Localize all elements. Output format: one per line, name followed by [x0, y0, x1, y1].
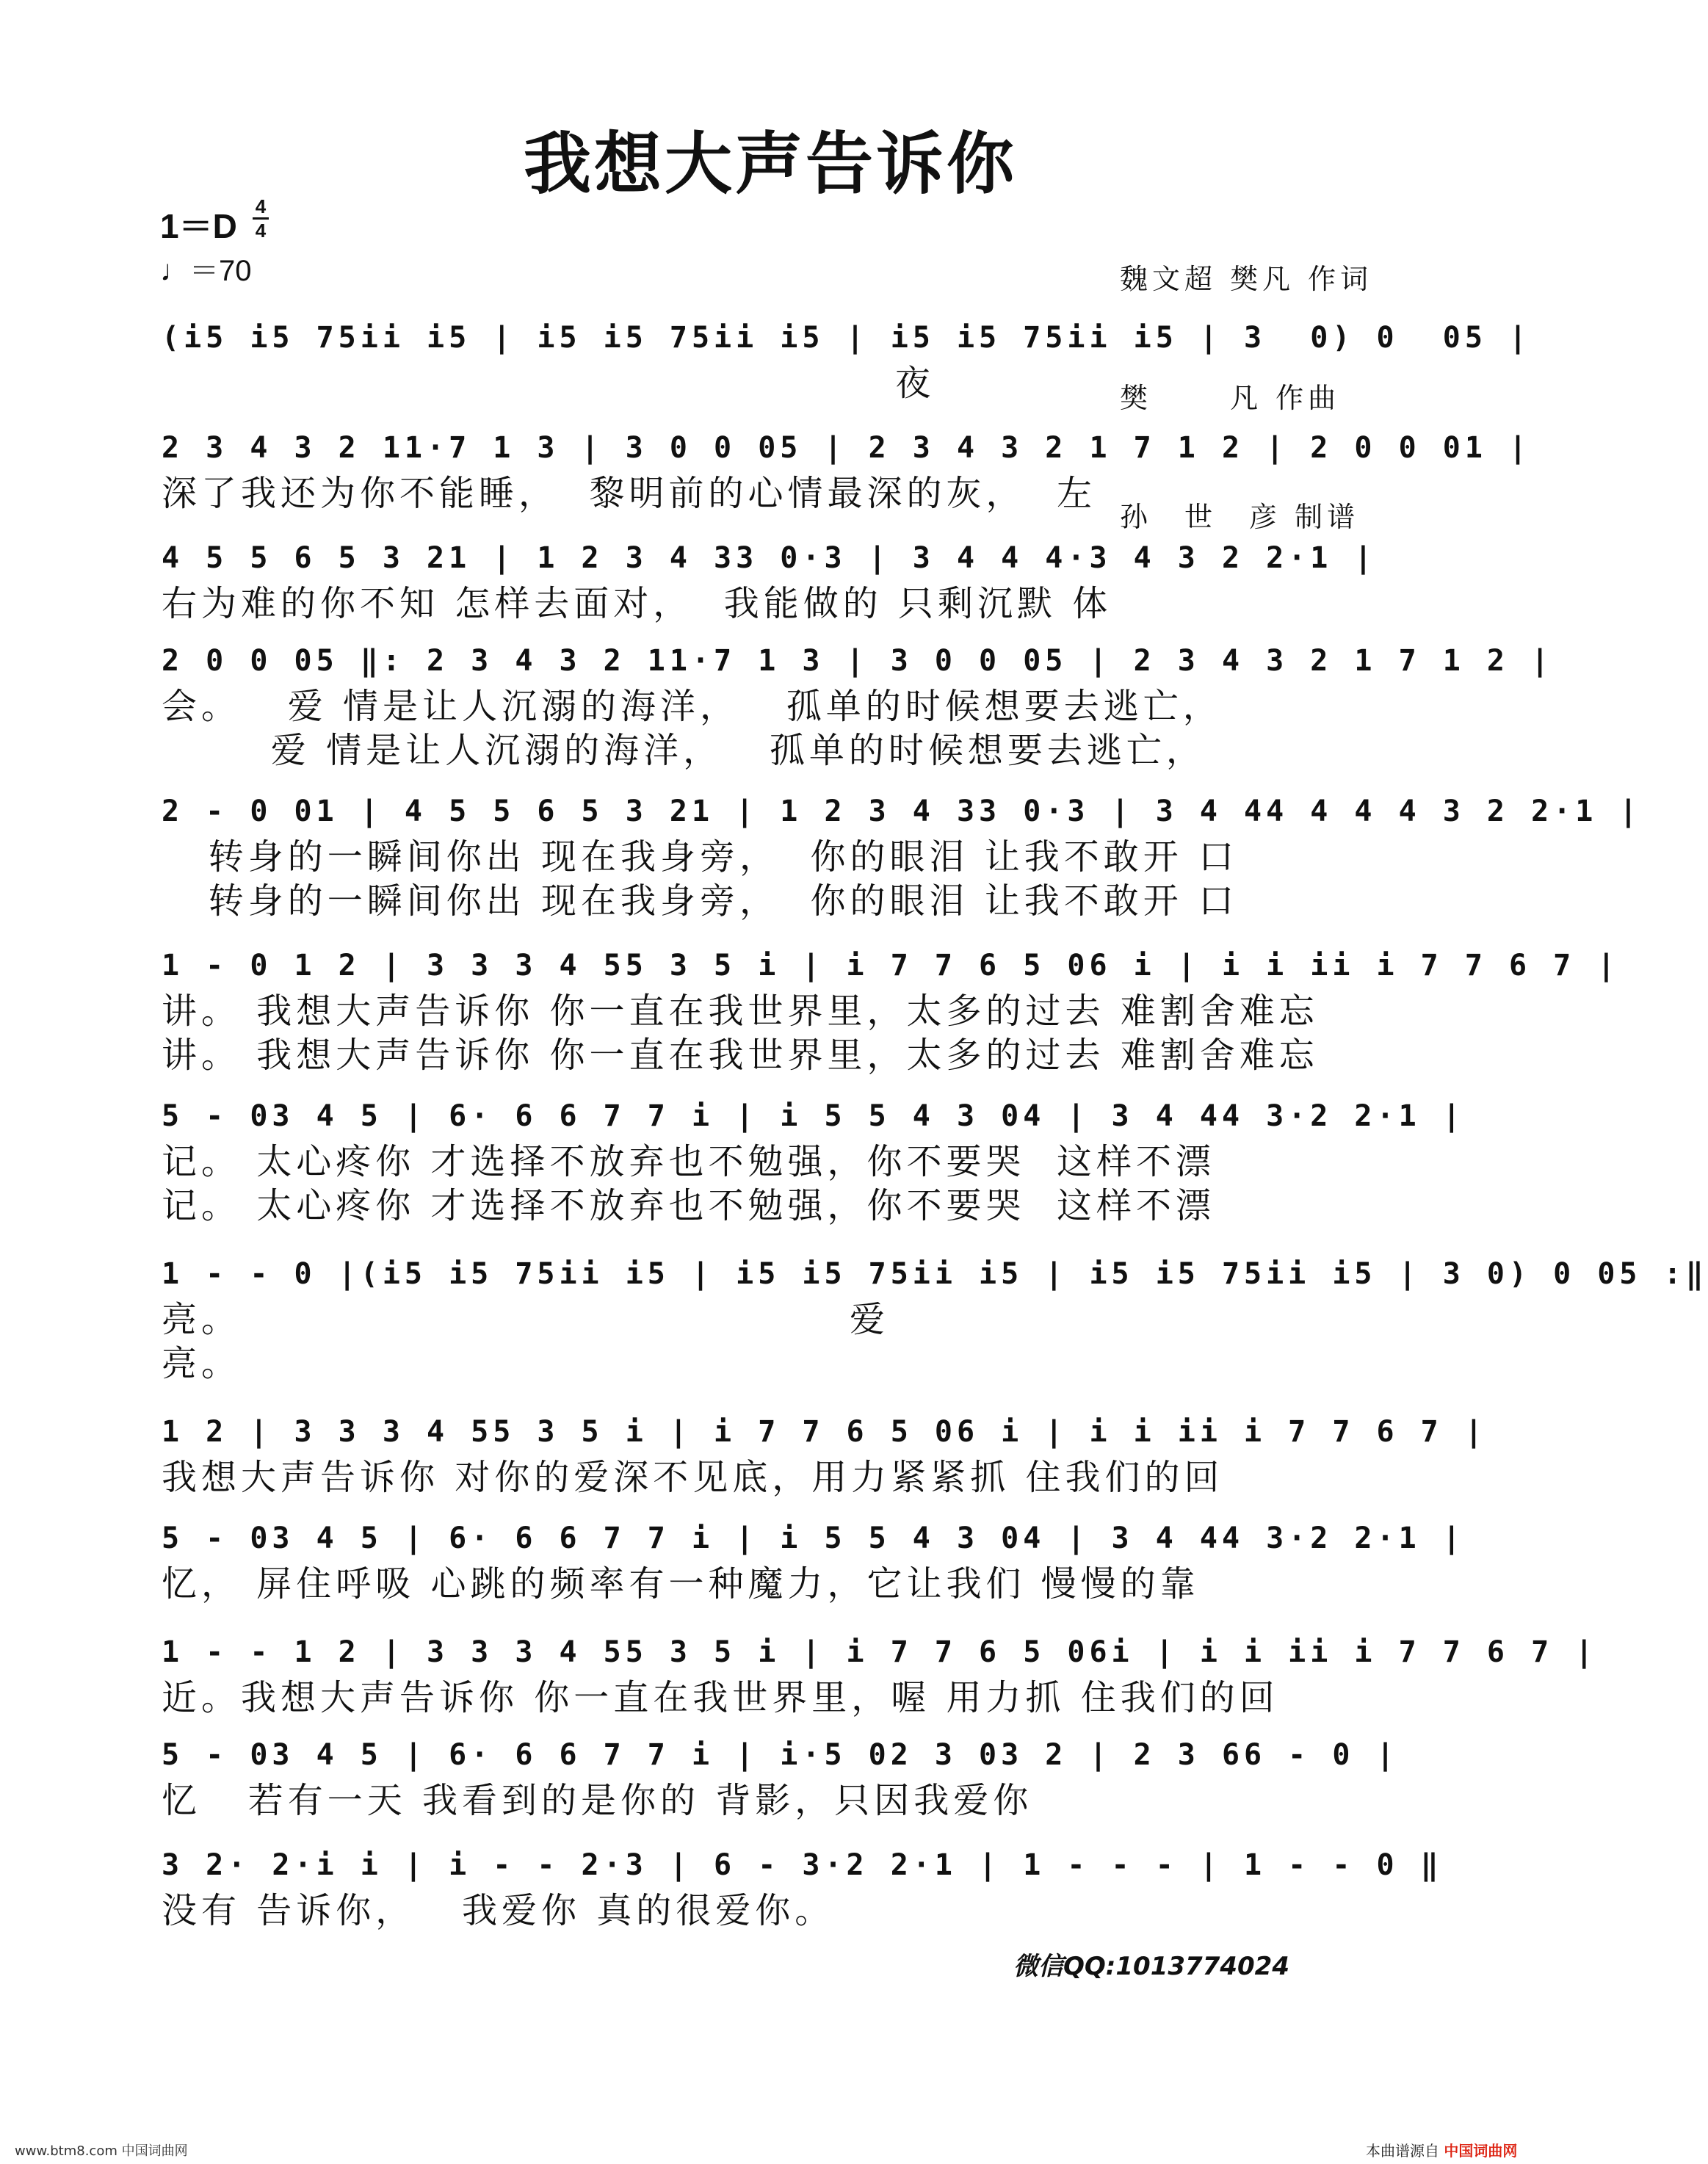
footer-source-left: www.btm8.com 中国词曲网 [15, 2143, 188, 2159]
lyric-line: 夜 [162, 363, 936, 404]
notes-line: 2 0 0 05 ‖: 2 3 4 3 2 11·7 1 3 | 3 0 0 05 | 2 3 4 3 2 1 7 1 2 | [162, 644, 1554, 678]
lyric-line: 转身的一瞬间你出 现在我身旁， 你的眼泪 让我不敢开 口 [162, 880, 1239, 922]
footer-prefix: 本曲谱源自 [1366, 2142, 1439, 2160]
lyric-line: 忆 若有一天 我看到的是你的 背影，只因我爱你 [162, 1780, 1033, 1821]
notes-line: 5 - 03 4 5 | 6· 6 6 7 7 i | i 5 5 4 3 04 | 3 4 44 3·2 2·1 | [162, 1099, 1465, 1133]
contact-info: 微信QQ:1013774024 [1013, 1952, 1289, 1981]
lyric-line: 没有 告诉你， 我爱你 真的很爱你。 [162, 1890, 835, 1931]
notes-line: 1 - 0 1 2 | 3 3 3 4 55 3 5 i | i 7 7 6 5 06 i | i i ii i 7 7 6 7 | [162, 949, 1620, 983]
time-top: 4 [255, 195, 267, 217]
song-title: 我想大声告诉你 [523, 125, 1017, 203]
time-bottom: 4 [255, 220, 267, 242]
lyric-line: 近。我想大声告诉你 你一直在我世界里，喔 用力抓 住我们的回 [162, 1677, 1279, 1718]
lyric-line: 转身的一瞬间你出 现在我身旁， 你的眼泪 让我不敢开 口 [162, 836, 1239, 877]
composer-credit: 樊 凡 作曲 [1120, 382, 1341, 414]
lyric-line: 会。 爱 情是让人沉溺的海洋， 孤单的时候想要去逃亡， [162, 686, 1223, 727]
notes-line: 2 3 4 3 2 11·7 1 3 | 3 0 0 05 | 2 3 4 3 2 1 7 1 2 | 2 0 0 01 | [162, 431, 1532, 465]
lyric-line: 记。 太心疼你 才选择不放弃也不勉强，你不要哭 这样不漂 [162, 1185, 1216, 1226]
notes-line: 2 - 0 01 | 4 5 5 6 5 3 21 | 1 2 3 4 33 0·3 | 3 4 44 4 4 4 3 2 2·1 | [162, 795, 1642, 828]
lyric-line: 亮。 爱 [162, 1299, 890, 1340]
notes-line: 4 5 5 6 5 3 21 | 1 2 3 4 33 0·3 | 3 4 4 4·3 4 3 2 2·1 | [162, 541, 1377, 575]
time-signature [253, 197, 269, 240]
lyric-line: 爱 情是让人沉溺的海洋， 孤单的时候想要去逃亡， [162, 730, 1206, 771]
lyric-line: 讲。 我想大声告诉你 你一直在我世界里，太多的过去 难割舍难忘 [162, 991, 1319, 1032]
notes-line: 1 - - 0 |(i5 i5 75ii i5 | i5 i5 75ii i5 | i5 i5 75ii i5 | 3 0) 0 05 :‖ [162, 1257, 1708, 1291]
lyric-line: 记。 太心疼你 才选择不放弃也不勉强，你不要哭 这样不漂 [162, 1141, 1216, 1182]
lyric-line: 忆， 屏住呼吸 心跳的频率有一种魔力，它让我们 慢慢的靠 [162, 1563, 1200, 1604]
notes-line: (i5 i5 75ii i5 | i5 i5 75ii i5 | i5 i5 75ii i5 | 3 0) 0 05 | [162, 321, 1532, 355]
lyricist-credit: 魏文超 樊凡 作词 [1120, 263, 1373, 295]
notes-line: 1 - - 1 2 | 3 3 3 4 55 3 5 i | i 7 7 6 5 06i | i i ii i 7 7 6 7 | [162, 1635, 1598, 1669]
notes-line: 3 2· 2·i i | i - - 2·3 | 6 - 3·2 2·1 | 1 - - - | 1 - - 0 ‖ [162, 1848, 1443, 1882]
lyric-line: 深了我还为你不能睡， 黎明前的心情最深的灰， 左 [162, 473, 1097, 514]
lyric-line: 我想大声告诉你 对你的爱深不见底，用力紧紧抓 住我们的回 [162, 1457, 1224, 1498]
footer-brand: 中国词曲网 [1444, 2142, 1518, 2160]
tempo-marking: ♩＝70 [160, 255, 252, 287]
notes-line: 1 2 | 3 3 3 4 55 3 5 i | i 7 7 6 5 06 i | i i ii i 7 7 6 7 | [162, 1415, 1487, 1449]
footer-source-right [1366, 2139, 1517, 2160]
lyric-line: 亮。 [162, 1343, 242, 1384]
lyric-line: 右为难的你不知 怎样去面对， 我能做的 只剩沉默 体 [162, 583, 1112, 624]
arranger-credit: 孙 世 彦 制谱 [1120, 501, 1360, 533]
notes-line: 5 - 03 4 5 | 6· 6 6 7 7 i | i·5 02 3 03 2 | 2 3 66 - 0 | [162, 1738, 1399, 1772]
key-signature: 1＝D [160, 207, 237, 245]
lyric-line: 讲。 我想大声告诉你 你一直在我世界里，太多的过去 难割舍难忘 [162, 1035, 1319, 1076]
notes-line: 5 - 03 4 5 | 6· 6 6 7 7 i | i 5 5 4 3 04 | 3 4 44 3·2 2·1 | [162, 1521, 1465, 1555]
